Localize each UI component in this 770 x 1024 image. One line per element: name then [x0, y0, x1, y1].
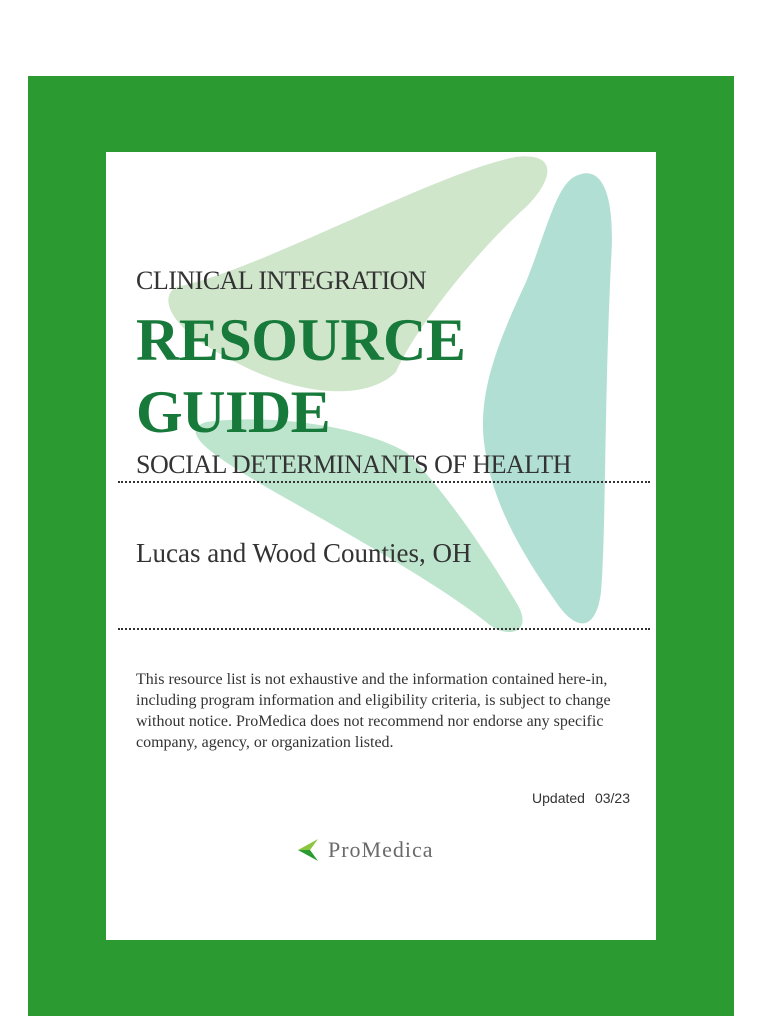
page-title — [136, 304, 465, 448]
dotted-divider-bottom — [118, 628, 650, 630]
updated-stamp — [532, 790, 630, 806]
title-line-guide: GUIDE — [136, 379, 331, 445]
promedica-logo — [296, 834, 434, 866]
updated-date: 03/23 — [594, 790, 630, 806]
updated-label: Updated — [532, 790, 585, 806]
pre-title: CLINICAL INTEGRATION — [136, 266, 427, 295]
cover-page — [106, 152, 656, 940]
location-heading: Lucas and Wood Counties, OH — [136, 538, 472, 568]
subtitle: SOCIAL DETERMINANTS OF HEALTH — [136, 450, 571, 479]
dotted-divider-top — [118, 481, 650, 483]
promedica-chevron-icon — [296, 838, 320, 862]
disclaimer-text: This resource list is not exhaustive and the information contained here-in, including program information and eligibility criteria, is subject to change without notice. ProMedica does not recommend nor endorse any specific company, agency, or organization listed. — [136, 671, 611, 751]
title-line-resource: RESOURCE — [136, 307, 466, 373]
logo-wordmark: ProMedica — [328, 837, 434, 862]
